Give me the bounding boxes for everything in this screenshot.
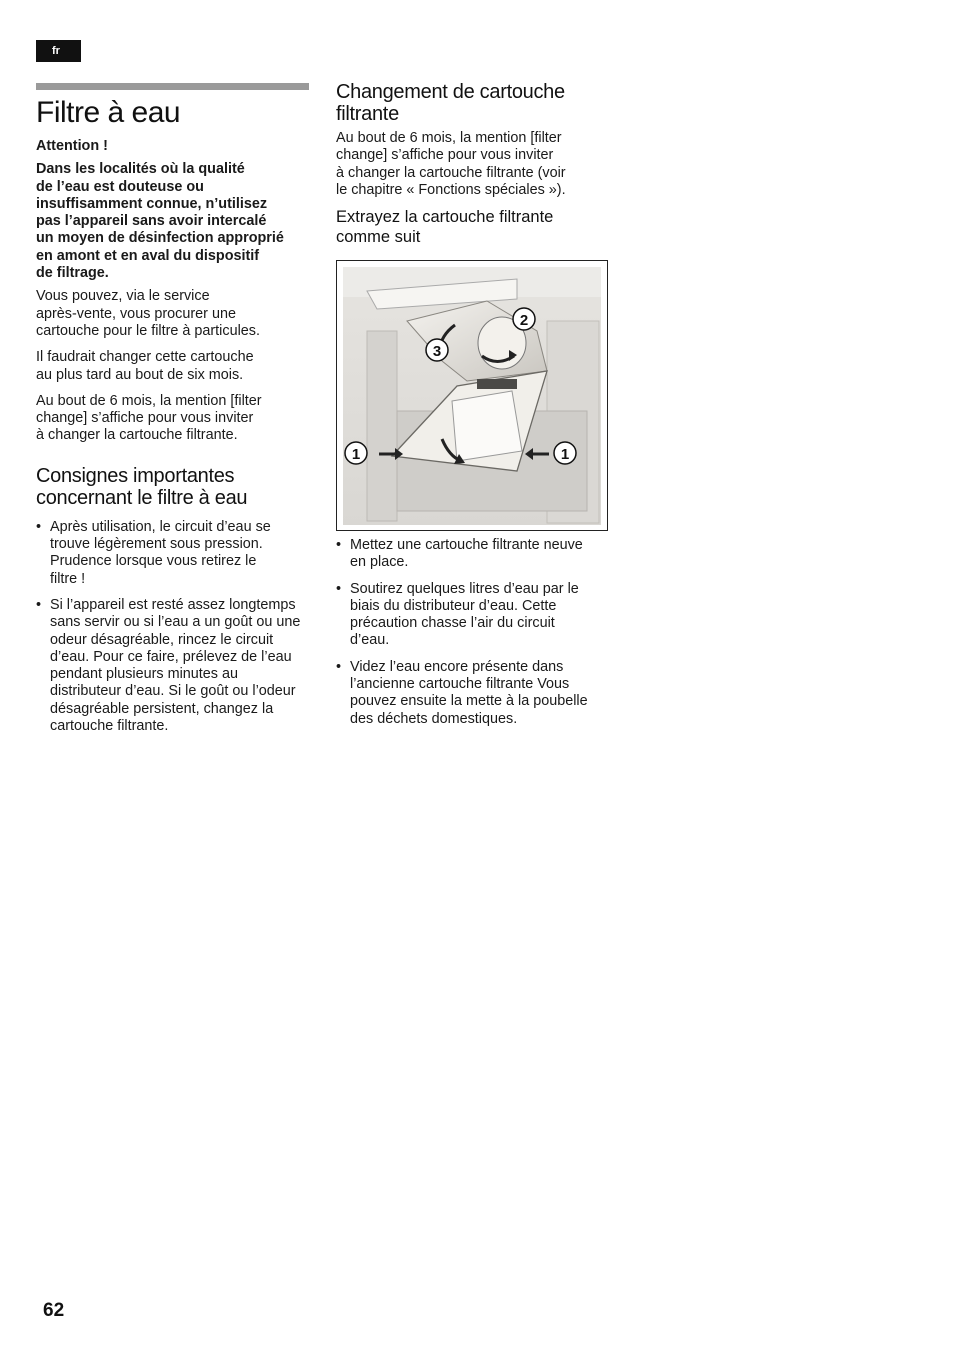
paragraph-intro bbox=[336, 130, 616, 199]
paragraph-line: Au bout de 6 mois, la mention [filter bbox=[36, 392, 262, 409]
bullet-dot: • bbox=[336, 658, 342, 675]
list-line: l’ancienne cartouche filtrante Vous bbox=[350, 676, 570, 693]
list-item bbox=[36, 597, 321, 735]
paragraph-line: après-vente, vous procurer une bbox=[36, 305, 236, 322]
warning-line: pas l’appareil sans avoir intercalé bbox=[36, 213, 267, 230]
section-title-line: concernant le filtre à eau bbox=[36, 486, 248, 509]
page-title: Filtre à eau bbox=[36, 96, 181, 129]
list-line: Prudence lorsque vous retirez le bbox=[50, 553, 257, 570]
subtitle-line: comme suit bbox=[336, 227, 421, 246]
list-line: sans servir ou si l’eau a un goût ou une bbox=[50, 614, 301, 631]
list-line: filtre ! bbox=[50, 570, 86, 587]
list-line: désagréable persistent, changez la bbox=[50, 700, 274, 717]
list-line: des déchets domestiques. bbox=[350, 710, 518, 727]
language-tab bbox=[36, 40, 81, 62]
section-title-line: Changement de cartouche bbox=[336, 81, 565, 103]
right-column bbox=[336, 81, 616, 247]
warning-line: insuffisamment connue, n’utilisez bbox=[36, 195, 268, 212]
subtitle-extract bbox=[336, 208, 616, 247]
steps-list bbox=[336, 537, 616, 728]
section-title-consignes bbox=[36, 465, 321, 509]
warning-line: de filtrage. bbox=[36, 265, 109, 282]
bullet-dot: • bbox=[36, 596, 42, 613]
callout-label: 1 bbox=[351, 446, 361, 463]
attention-warning bbox=[36, 161, 321, 282]
list-line: d’eau. bbox=[350, 632, 390, 649]
paragraph-line: à changer la cartouche filtrante. bbox=[36, 427, 238, 444]
paragraph-service bbox=[36, 288, 321, 340]
list-line: odeur désagréable, rincez le circuit bbox=[50, 631, 274, 648]
list-line: Videz l’eau encore présente dans bbox=[350, 658, 564, 675]
warning-line: un moyen de désinfection approprié bbox=[36, 230, 284, 247]
list-line: en place. bbox=[350, 554, 409, 571]
left-column bbox=[36, 138, 321, 735]
paragraph-line: change] s’affiche pour vous inviter bbox=[36, 410, 254, 427]
paragraph-filter-change bbox=[36, 393, 321, 445]
list-line: biais du distributeur d’eau. Cette bbox=[350, 597, 557, 614]
callout-3 bbox=[426, 339, 448, 361]
list-line: Soutirez quelques litres d’eau par le bbox=[350, 580, 579, 597]
callout-label: 1 bbox=[560, 446, 570, 463]
list-item bbox=[336, 537, 616, 572]
language-label: fr bbox=[52, 45, 60, 57]
consignes-list bbox=[36, 519, 321, 736]
list-line: trouve légèrement sous pression. bbox=[50, 536, 263, 553]
section-title-line: filtrante bbox=[336, 103, 399, 125]
paragraph-line: à changer la cartouche filtrante (voir bbox=[336, 164, 566, 181]
callout-2 bbox=[513, 308, 535, 330]
filter-illustration bbox=[337, 261, 607, 530]
callout-label: 2 bbox=[519, 312, 529, 329]
list-line: pendant plusieurs minutes au bbox=[50, 666, 238, 683]
attention-label: Attention ! bbox=[36, 138, 108, 154]
bullet-dot: • bbox=[336, 580, 342, 597]
paragraph-line: le chapitre « Fonctions spéciales »). bbox=[336, 181, 566, 198]
list-item bbox=[36, 519, 321, 588]
section-title-changement bbox=[336, 81, 616, 125]
list-line: précaution chasse l’air du circuit bbox=[350, 615, 555, 632]
list-item bbox=[336, 581, 616, 650]
list-line: distributeur d’eau. Si le goût ou l’odeur bbox=[50, 683, 296, 700]
paragraph-line: Il faudrait changer cette cartouche bbox=[36, 349, 254, 366]
callout-label: 3 bbox=[432, 343, 442, 360]
list-line: Après utilisation, le circuit d’eau se bbox=[50, 518, 271, 535]
warning-line: de l’eau est douteuse ou bbox=[36, 178, 204, 195]
list-item bbox=[336, 659, 616, 728]
list-line: Mettez une cartouche filtrante neuve bbox=[350, 537, 583, 553]
list-line: pouvez ensuite la mette à la poubelle bbox=[350, 693, 588, 710]
callout-1-left bbox=[345, 442, 367, 464]
bullet-dot: • bbox=[336, 537, 342, 553]
page-number: 62 bbox=[43, 1300, 65, 1321]
list-line: cartouche filtrante. bbox=[50, 718, 169, 735]
paragraph-line: au plus tard au bout de six mois. bbox=[36, 366, 244, 383]
subtitle-line: Extrayez la cartouche filtrante bbox=[336, 208, 554, 227]
paragraph-replace bbox=[36, 349, 321, 384]
list-line: d’eau. Pour ce faire, prélevez de l’eau bbox=[50, 648, 292, 665]
paragraph-line: Au bout de 6 mois, la mention [filter bbox=[336, 130, 562, 146]
warning-line: en amont et en aval du dispositif bbox=[36, 247, 260, 264]
list-line: Si l’appareil est resté assez longtemps bbox=[50, 596, 296, 613]
paragraph-line: cartouche pour le filtre à particules. bbox=[36, 322, 260, 339]
bullet-dot: • bbox=[36, 518, 42, 535]
section-rule bbox=[36, 83, 309, 90]
callout-1-right bbox=[554, 442, 576, 464]
section-title-line: Consignes importantes bbox=[36, 464, 235, 487]
warning-line: Dans les localités où la qualité bbox=[36, 161, 245, 178]
paragraph-line: Vous pouvez, via le service bbox=[36, 288, 210, 305]
paragraph-line: change] s’affiche pour vous inviter bbox=[336, 147, 554, 164]
filter-removal-figure bbox=[336, 260, 608, 531]
